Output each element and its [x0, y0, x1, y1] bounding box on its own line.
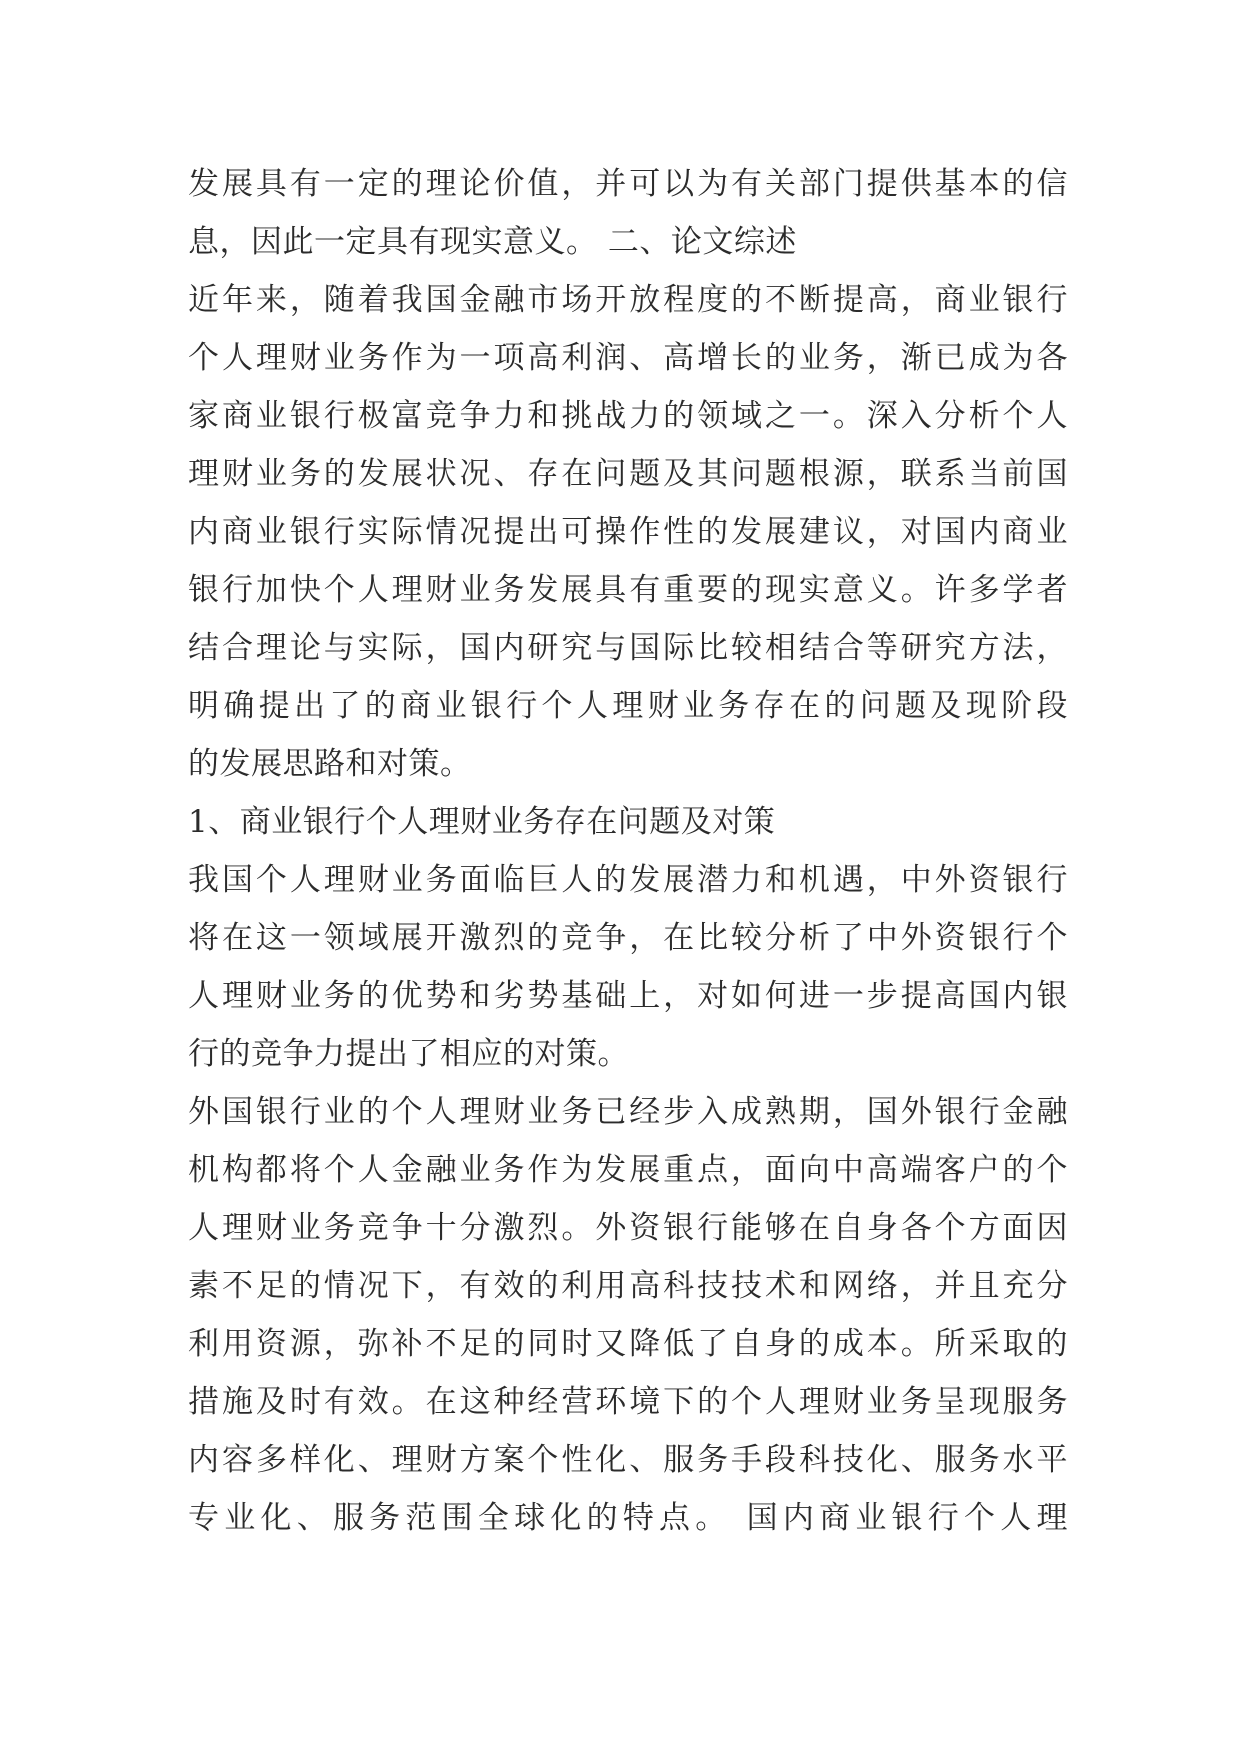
text-line: 内容多样化、理财方案个性化、服务手段科技化、服务水平	[188, 1442, 1068, 1478]
text-line: 个人理财业务作为一项高利润、高增长的业务，渐已成为各	[188, 340, 1068, 376]
text-line: 我国个人理财业务面临巨人的发展潜力和机遇，中外资银行	[188, 862, 1068, 898]
text-line: 结合理论与实际，国内研究与国际比较相结合等研究方法，	[188, 630, 1068, 666]
text-line: 内商业银行实际情况提出可操作性的发展建议，对国内商业	[188, 514, 1068, 550]
text-line: 人理财业务的优势和劣势基础上，对如何进一步提高国内银	[188, 978, 1068, 1014]
text-line: 外国银行业的个人理财业务已经步入成熟期，国外银行金融	[188, 1094, 1068, 1130]
text-line: 利用资源，弥补不足的同时又降低了自身的成本。所采取的	[188, 1326, 1068, 1362]
section-heading: 1、商业银行个人理财业务存在问题及对策	[188, 804, 776, 840]
text-line: 专业化、服务范围全球化的特点。 国内商业银行个人理	[188, 1500, 1068, 1536]
text-line: 将在这一领域展开激烈的竞争，在比较分析了中外资银行个	[188, 920, 1068, 956]
text-line: 措施及时有效。在这种经营环境下的个人理财业务呈现服务	[188, 1384, 1068, 1420]
text-line: 素不足的情况下，有效的利用高科技技术和网络，并且充分	[188, 1268, 1068, 1304]
text-line: 银行加快个人理财业务发展具有重要的现实意义。许多学者	[188, 572, 1068, 608]
text-line: 息，因此一定具有现实意义。 二、论文综述	[188, 224, 797, 260]
text-line: 近年来，随着我国金融市场开放程度的不断提高，商业银行	[188, 282, 1068, 318]
body-text	[188, 155, 1068, 1547]
text-line: 行的竞争力提出了相应的对策。	[188, 1036, 629, 1072]
text-line: 理财业务的发展状况、存在问题及其问题根源，联系当前国	[188, 456, 1068, 492]
text-line: 明确提出了的商业银行个人理财业务存在的问题及现阶段	[188, 688, 1068, 724]
text-line: 家商业银行极富竞争力和挑战力的领域之一。深入分析个人	[188, 398, 1068, 434]
text-line: 的发展思路和对策。	[188, 746, 472, 782]
text-line: 人理财业务竞争十分激烈。外资银行能够在自身各个方面因	[188, 1210, 1068, 1246]
text-line: 机构都将个人金融业务作为发展重点，面向中高端客户的个	[188, 1152, 1068, 1188]
text-line: 发展具有一定的理论价值，并可以为有关部门提供基本的信	[188, 166, 1068, 202]
